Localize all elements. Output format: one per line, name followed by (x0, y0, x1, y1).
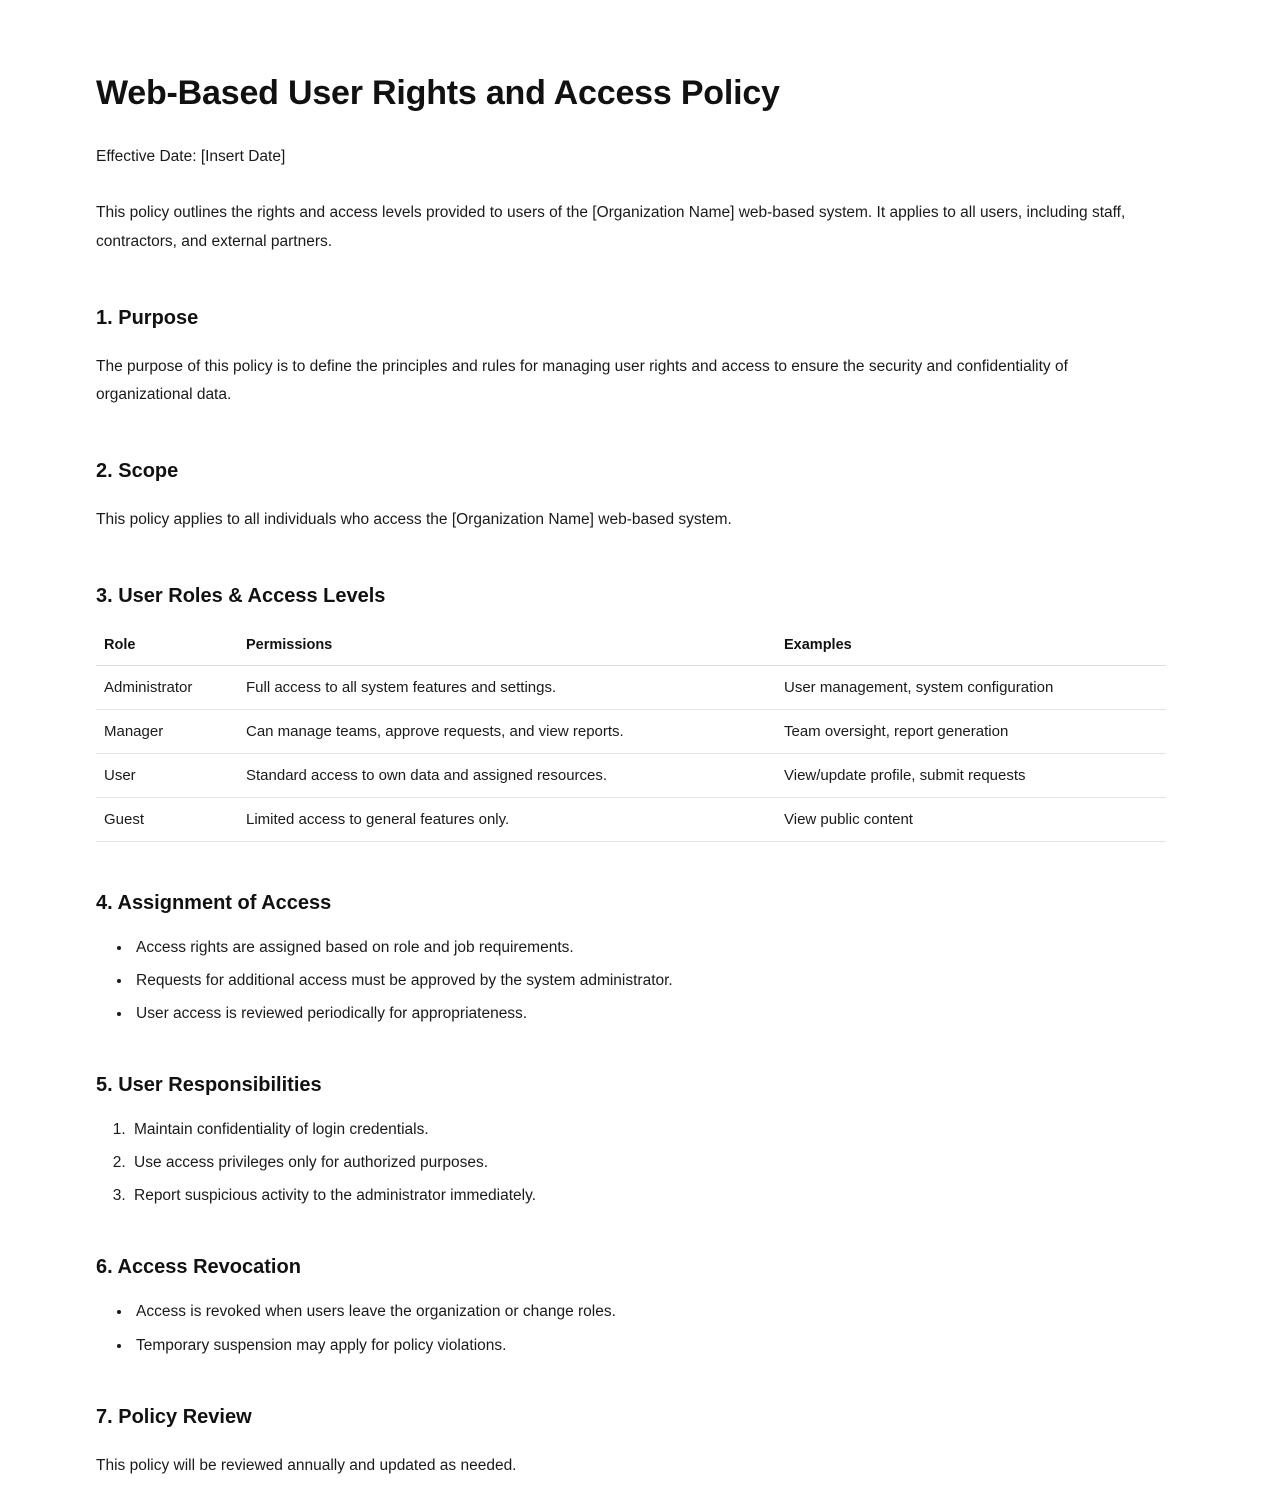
table-row (96, 753, 1166, 797)
section-heading-policy-review: 7. Policy Review (96, 1405, 252, 1428)
access-revocation-list (96, 1302, 1166, 1355)
cell-examples: Team oversight, report generation (776, 709, 1166, 753)
effective-date-line: Effective Date: [Insert Date] (96, 147, 286, 165)
section-heading-user-roles: 3. User Roles & Access Levels (96, 584, 386, 607)
column-header-examples: Examples (776, 631, 1166, 666)
column-header-permissions: Permissions (238, 631, 776, 666)
cell-role: Manager (96, 709, 238, 753)
cell-permissions: Can manage teams, approve requests, and view reports. (238, 709, 776, 753)
intro-paragraph: This policy outlines the rights and access levels provided to users of the [Organization Name] web-based system. It applies to all users, including staff, contractors, and external partners. (96, 204, 1126, 250)
list-item: 1. Maintain confidentiality of login credentials. (130, 1120, 1166, 1140)
section-body-purpose: The purpose of this policy is to define the principles and rules for managing user rights and access to ensure the security and confidentiality of organizational data. (96, 357, 1068, 404)
section-heading-purpose: 1. Purpose (96, 306, 199, 329)
table-header-row (96, 631, 1166, 666)
list-item: • Requests for additional access must be approved by the system administrator. (132, 971, 1166, 991)
cell-role: Administrator (96, 665, 238, 709)
cell-examples: View public content (776, 797, 1166, 841)
section-heading-user-responsibilities: 5. User Responsibilities (96, 1073, 322, 1096)
cell-examples: View/update profile, submit requests (776, 753, 1166, 797)
list-item: • Temporary suspension may apply for policy violations. (132, 1336, 1166, 1356)
cell-role: Guest (96, 797, 238, 841)
cell-permissions: Limited access to general features only. (238, 797, 776, 841)
list-item: • User access is reviewed periodically for appropriateness. (132, 1004, 1166, 1024)
table-row (96, 797, 1166, 841)
list-item: • Access rights are assigned based on role and job requirements. (132, 938, 1166, 958)
cell-role: User (96, 753, 238, 797)
page-title: Web-Based User Rights and Access Policy (96, 74, 780, 112)
column-header-role: Role (96, 631, 238, 666)
section-body-policy-review: This policy will be reviewed annually and updated as needed. (96, 1456, 517, 1474)
list-item: 3. Report suspicious activity to the administrator immediately. (130, 1186, 1166, 1206)
user-responsibilities-list (96, 1120, 1166, 1206)
assignment-of-access-list (96, 938, 1166, 1024)
cell-permissions: Full access to all system features and settings. (238, 665, 776, 709)
section-heading-access-revocation: 6. Access Revocation (96, 1256, 301, 1279)
list-item: • Access is revoked when users leave the organization or change roles. (132, 1302, 1166, 1322)
cell-examples: User management, system configuration (776, 665, 1166, 709)
section-heading-scope: 2. Scope (96, 459, 179, 482)
user-roles-table (96, 631, 1166, 842)
list-item: 2. Use access privileges only for authorized purposes. (130, 1153, 1166, 1173)
section-body-scope: This policy applies to all individuals who access the [Organization Name] web-based system. (96, 510, 732, 528)
cell-permissions: Standard access to own data and assigned resources. (238, 753, 776, 797)
table-row (96, 709, 1166, 753)
section-heading-assignment-of-access: 4. Assignment of Access (96, 891, 332, 914)
table-row (96, 665, 1166, 709)
